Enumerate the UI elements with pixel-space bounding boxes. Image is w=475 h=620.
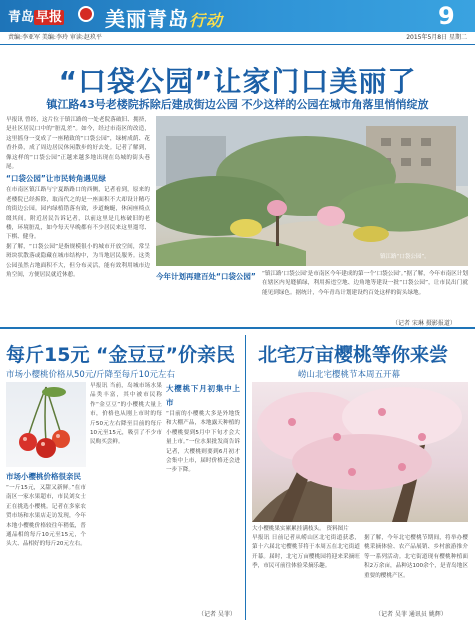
- article1-col2: [156, 270, 256, 326]
- cherries-illustration: [6, 382, 86, 467]
- article2-section1-heading: 市场小樱桃价格很亲民: [6, 472, 81, 481]
- article2-lead: 早报讯 当前，岛城市场水果品类丰富，其中被市民称作“金豆豆”的小樱桃大量上市，价格也从刚上市时的每斤50元左右降至目前的每斤10元至15元，吸引了不少市民购买尝鲜。: [90, 383, 162, 446]
- editor-credits: 责编:李亚军 美编:李玲 审读:赵玖平: [8, 34, 102, 41]
- article1-section2-heading: 今年计划再建百处“口袋公园”: [156, 272, 256, 281]
- cherries-photo: [6, 382, 86, 467]
- article3-credit: （记者 吴菲 通讯员 姚辉）: [375, 611, 447, 618]
- orchard-illustration: [252, 382, 468, 522]
- section-title: [105, 3, 223, 32]
- park-illustration: [156, 116, 468, 266]
- main-headline: “口袋公园”让家门口美丽了: [58, 65, 417, 98]
- section-divider: [0, 327, 475, 329]
- beichai-subheadline: 崂山北宅樱桃节本周五开幕: [298, 370, 401, 380]
- logo-red-text: 早报: [36, 10, 63, 25]
- cherry-price-subheadline: 市场小樱桃价格从50元/斤降至每斤10元左右: [6, 370, 175, 380]
- article2-body1: “一斤15元，又甜又新鲜。”在市南区一家水果超市，市民刘女士正在挑选小樱桃。记者在多家农贸市场和水果店走访发现，今年本地小樱桃价格较往年稍低，普通品相的每斤10元至15元，个头大、品相好的每斤20元左右。: [6, 485, 86, 548]
- article3-body1: 据了解，今年北宅樱桃节期间，将举办樱桃采摘体验、农产品展销、乡村旅游推介等一系列活动。北宅街道现有樱桃种植面积2万余亩，品种达100余个，是青岛地区重要的樱桃产区。: [364, 535, 468, 579]
- orchard-photo-caption: 大小樱桃果实累累挂满枝头。 资料图片: [252, 526, 349, 532]
- article1-body3: “镇江路‘口袋公园’是市南区今年建成的第一个‘口袋公园’。”据了解，今年市南区计划在辖区内见缝插绿，利用拆违空地、边角地等建设一批“口袋公园”，让市民出门就能见到绿色。据统计，今年青岛计划建设约百处这样的街头绿地。: [262, 271, 468, 296]
- section-title-sub: 行动: [189, 11, 224, 30]
- masthead: [0, 0, 475, 32]
- article1-section1-heading: “口袋公园”让市民转角遇见绿: [6, 174, 106, 184]
- newspaper-logo: [8, 6, 64, 25]
- page-number: 9: [438, 2, 455, 30]
- park-photo-caption: 镇江路“口袋公园”。: [380, 254, 430, 260]
- article2-credit: （记者 吴菲）: [198, 611, 236, 618]
- article2-col0: [6, 470, 86, 614]
- article2-body2: “目前的小樱桃大多是外地货和大棚产品，本地露天种植的小樱桃要到5月中下旬才会大量上市。”一位水果批发商告诉记者，大樱桃则要到6月初才会集中上市，届时价格还会进一步下降。: [166, 411, 240, 474]
- article2-col1: [90, 382, 162, 614]
- article2-col2: [166, 382, 240, 608]
- main-subheadline: 镇江路43号老楼院拆除后建成街边公园 不少这样的公园在城市角落里悄悄绽放: [46, 98, 429, 111]
- section-emblem-icon: [78, 6, 94, 22]
- article1-lead: 早报讯 曾经，这片位于镇江路的一处老院落破旧、拥挤，是社区居民口中的“脏乱差”。如今，经过市南区的改造，这里摇身一变成了一座精致的“口袋公园”，绿树成荫、花香扑鼻，成了周边居民休闲散步的好去处。记者了解到，像这样的“口袋公园”正越来越多地出现在岛城的街头巷尾。: [6, 117, 150, 171]
- article1-body2: 据了解，“口袋公园”是指规模很小的城市开放空间，常呈斑块状散落或隐藏在城市结构中，为当地居民服务。这类公园虽然占地面积不大，但分布灵活，能有效利用城市边角空间，方便居民就近休憩。: [6, 243, 150, 279]
- article1-body1: 在市南区镇江路与宁夏路路口的西侧，记者看到，原来的老楼院已经拆除，取而代之的是一座面积不大却设计精巧的街边公园。园内绿植错落有致，步道蜿蜒，休闲座椅点缀其间。附近居民告诉记者，以前这里是几栋破旧的老楼，环境脏乱，如今每天早晚都有不少居民来这里遛弯、下棋、健身。: [6, 187, 150, 241]
- article1-credit: （记者 宋琳 摄影报道）: [392, 320, 456, 327]
- cherry-price-headline: 每斤15元 “金豆豆”价亲民: [6, 344, 236, 366]
- issue-date: 2015年5月8日 星期二: [406, 34, 467, 41]
- article3-col2: [364, 534, 468, 610]
- cherry-orchard-photo: [252, 382, 468, 522]
- article3-col1: [252, 534, 360, 610]
- park-photo: [156, 116, 468, 266]
- article3-lead: 早报讯 日前记者从崂山区北宅街道获悉，第十六届北宅樱桃节将于本周五在北宅街道开幕。届时，北宅万亩樱桃园将迎来采摘旺季，市民可前往体验采摘乐趣。: [252, 535, 360, 570]
- beichai-headline: 北宅万亩樱桃等你来尝: [258, 344, 449, 366]
- info-bar: [0, 32, 475, 45]
- section-title-main: 美丽青岛: [105, 7, 189, 31]
- article1-left-column: [6, 116, 150, 327]
- column-divider: [245, 335, 246, 620]
- logo-text: 青岛: [8, 10, 35, 25]
- article2-section2-heading: 大樱桃下月初集中上市: [166, 384, 240, 407]
